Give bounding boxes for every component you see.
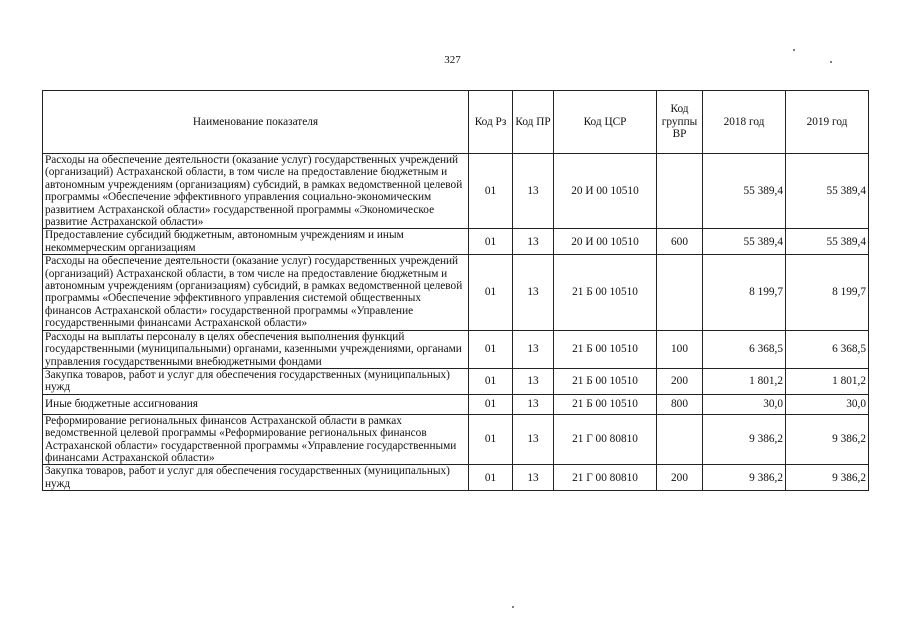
row-pr: 13 <box>513 255 554 330</box>
row-rz: 01 <box>469 394 513 414</box>
column-header-vr: Код группы ВР <box>657 91 703 154</box>
row-2018: 6 368,5 <box>703 330 786 368</box>
row-name: Иные бюджетные ассигнования <box>43 394 469 414</box>
row-csr: 21 Г 00 80810 <box>554 465 657 491</box>
scan-speck <box>830 61 832 63</box>
table-row <box>43 154 869 229</box>
column-header-name: Наименование показателя <box>43 91 469 154</box>
row-2019: 6 368,5 <box>786 330 869 368</box>
row-rz: 01 <box>469 330 513 368</box>
row-2019: 55 389,4 <box>786 154 869 229</box>
row-2019: 30,0 <box>786 394 869 414</box>
row-name: Предоставление субсидий бюджетным, автономным учреждениям и иным некоммерческим организациям <box>43 229 469 255</box>
page-number: 327 <box>444 54 461 66</box>
row-2019: 55 389,4 <box>786 229 869 255</box>
row-rz: 01 <box>469 414 513 465</box>
table-row <box>43 414 869 465</box>
row-pr: 13 <box>513 330 554 368</box>
scan-speck <box>793 49 795 51</box>
row-2018: 30,0 <box>703 394 786 414</box>
row-csr: 21 Б 00 10510 <box>554 368 657 394</box>
row-pr: 13 <box>513 414 554 465</box>
column-header-csr: Код ЦСР <box>554 91 657 154</box>
table-row <box>43 330 869 368</box>
budget-table <box>42 90 869 491</box>
row-pr: 13 <box>513 465 554 491</box>
table-row <box>43 394 869 414</box>
row-2018: 9 386,2 <box>703 414 786 465</box>
row-2018: 55 389,4 <box>703 154 786 229</box>
row-name: Закупка товаров, работ и услуг для обеспечения государственных (муниципальных) нужд <box>43 368 469 394</box>
row-2018: 8 199,7 <box>703 255 786 330</box>
row-2019: 8 199,7 <box>786 255 869 330</box>
row-vr: 800 <box>657 394 703 414</box>
row-vr <box>657 255 703 330</box>
table-row <box>43 465 869 491</box>
table-row <box>43 255 869 330</box>
table-row <box>43 229 869 255</box>
row-rz: 01 <box>469 368 513 394</box>
row-pr: 13 <box>513 368 554 394</box>
column-header-2019: 2019 год <box>786 91 869 154</box>
row-csr: 21 Б 00 10510 <box>554 255 657 330</box>
row-rz: 01 <box>469 465 513 491</box>
row-csr: 21 Б 00 10510 <box>554 394 657 414</box>
row-2018: 55 389,4 <box>703 229 786 255</box>
row-vr: 200 <box>657 368 703 394</box>
row-vr: 200 <box>657 465 703 491</box>
row-rz: 01 <box>469 229 513 255</box>
row-csr: 20 И 00 10510 <box>554 229 657 255</box>
row-pr: 13 <box>513 229 554 255</box>
row-2019: 9 386,2 <box>786 465 869 491</box>
row-vr <box>657 414 703 465</box>
table-header-row <box>43 91 869 154</box>
table-row <box>43 368 869 394</box>
row-rz: 01 <box>469 154 513 229</box>
column-header-2018: 2018 год <box>703 91 786 154</box>
scan-speck <box>512 606 514 608</box>
row-name: Закупка товаров, работ и услуг для обеспечения государственных (муниципальных) нужд <box>43 465 469 491</box>
row-2018: 1 801,2 <box>703 368 786 394</box>
row-vr: 100 <box>657 330 703 368</box>
row-vr <box>657 154 703 229</box>
row-2018: 9 386,2 <box>703 465 786 491</box>
row-csr: 21 Г 00 80810 <box>554 414 657 465</box>
row-2019: 9 386,2 <box>786 414 869 465</box>
row-vr: 600 <box>657 229 703 255</box>
row-rz: 01 <box>469 255 513 330</box>
row-csr: 20 И 00 10510 <box>554 154 657 229</box>
row-name: Расходы на обеспечение деятельности (оказание услуг) государственных учреждений (организаций) Астраханской области, в том числе на предоставление бюджетным и автономным учреждениям (организациям) субсидий, в рамках ведомственной целевой программы «Обеспечение эффективного управления социально-экономическим развитием Астраханской области» государственной программы «Экономическое развитие Астраханской области» <box>43 154 469 229</box>
row-pr: 13 <box>513 154 554 229</box>
row-csr: 21 Б 00 10510 <box>554 330 657 368</box>
row-name: Расходы на обеспечение деятельности (оказание услуг) государственных учреждений (организаций) Астраханской области, в том числе на предоставление бюджетным и автономным учреждениям (организациям) субсидий, в рамках ведомственной целевой программы «Обеспечение эффективного управления системой общественных финансов Астраханской области» государственной программы «Управление государственными финансами Астраханской области» <box>43 255 469 330</box>
column-header-pr: Код ПР <box>513 91 554 154</box>
row-2019: 1 801,2 <box>786 368 869 394</box>
row-name: Расходы на выплаты персоналу в целях обеспечения выполнения функций государственными (муниципальными) органами, казенными учреждениями, органами управления государственными внебюджетными фондами <box>43 330 469 368</box>
row-name: Реформирование региональных финансов Астраханской области в рамках ведомственной целевой программы «Реформирование региональных финансов Астраханской области» государственной программы «Управление государственными финансами Астраханской области» <box>43 414 469 465</box>
column-header-rz: Код Рз <box>469 91 513 154</box>
row-pr: 13 <box>513 394 554 414</box>
